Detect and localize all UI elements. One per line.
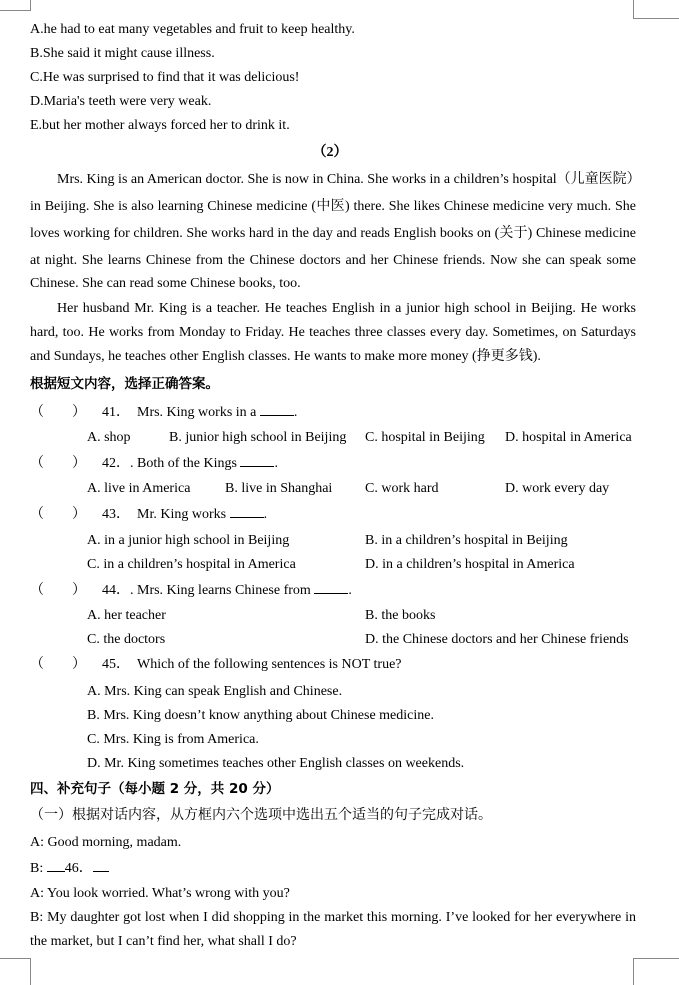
choice-45-c[interactable]: C. Mrs. King is from America. (87, 732, 259, 747)
dialog-line-46: B: 46． (30, 859, 109, 878)
choice-44-b[interactable]: B. the books (365, 608, 436, 623)
question-43: （ ） 43． Mr. King works . (30, 507, 268, 522)
choice-43-b[interactable]: B. in a children’s hospital in Beijing (365, 533, 568, 548)
dialog-line: A: You look worried. What’s wrong with you? (30, 886, 290, 901)
passage-p2-line: and Sundays, he teaches other English classes. He wants to make more money (挣更多钱). (30, 349, 541, 364)
answer-blank (314, 581, 348, 594)
passage-p2-line: hard, too. He works from Monday to Friday. He teaches three classes every day. Sometimes, on Saturdays (30, 325, 636, 340)
passage-p1-line: Chinese. She can read some Chinese books, too. (30, 276, 301, 291)
question-42: （ ） 42．. Both of the Kings . (30, 456, 278, 471)
crop-mark-bottom-left (0, 958, 31, 985)
passage-p1-line: at night. She learns Chinese from the Chinese doctors and her Chinese friends. Now she can speak some (30, 253, 636, 268)
answer-parens[interactable]: （ ） (30, 405, 86, 420)
crop-mark-bottom-right (633, 958, 679, 985)
choice-44-d[interactable]: D. the Chinese doctors and her Chinese friends (365, 632, 629, 647)
question-44: （ ） 44．. Mrs. King learns Chinese from . (30, 583, 352, 598)
choice-41-b[interactable]: B. junior high school in Beijing (169, 430, 347, 445)
reading-instruction: 根据短文内容，选择正确答案。 (30, 376, 219, 392)
choice-45-b[interactable]: B. Mrs. King doesn’t know anything about Chinese medicine. (87, 708, 434, 723)
prev-option-e: E.but her mother always forced her to drink it. (30, 118, 290, 133)
choice-42-d[interactable]: D. work every day (505, 481, 610, 496)
dialog-line: B: My daughter got lost when I did shopping in the market this morning. I’ve looked for her everywhere in (30, 910, 636, 925)
passage-label: （2） (312, 145, 348, 160)
choice-44-a[interactable]: A. her teacher (87, 608, 166, 623)
question-45: （ ） 45． Which of the following sentences is NOT true? (30, 657, 402, 672)
answer-blank (260, 403, 294, 416)
answer-blank[interactable] (93, 859, 109, 872)
answer-blank[interactable] (47, 859, 65, 872)
prev-option-d: D.Maria's teeth were very weak. (30, 94, 212, 109)
passage-p1-line: loves working for children. She works hard in the day and reads English books on (关于) Chinese medicine (30, 226, 636, 241)
prev-option-c: C.He was surprised to find that it was delicious! (30, 70, 300, 85)
choice-41-c[interactable]: C. hospital in Beijing (365, 430, 485, 445)
answer-blank (240, 454, 274, 467)
answer-parens[interactable]: （ ） (30, 456, 86, 471)
crop-mark-top-right (633, 0, 679, 19)
passage-p2-line: Her husband Mr. King is a teacher. He teaches English in a junior high school in Beijing. He works (57, 301, 636, 316)
dialog-line: A: Good morning, madam. (30, 835, 182, 850)
choice-42-b[interactable]: B. live in Shanghai (225, 481, 333, 496)
choice-41-a[interactable]: A. shop (87, 430, 131, 445)
passage-p1-line: Mrs. King is an American doctor. She is now in China. She works in a children’s hospital（儿童医院） (57, 172, 641, 187)
answer-blank (230, 505, 264, 518)
choice-43-a[interactable]: A. in a junior high school in Beijing (87, 533, 290, 548)
choice-45-d[interactable]: D. Mr. King sometimes teaches other English classes on weekends. (87, 756, 465, 771)
question-41: （ ） 41． Mrs. King works in a . (30, 405, 298, 420)
section-4-title: 四、补充句子（每小题 2 分，共 20 分） (30, 781, 280, 797)
crop-mark-top-left (0, 0, 31, 11)
answer-parens[interactable]: （ ） (30, 657, 86, 672)
prev-option-b: B.She said it might cause illness. (30, 46, 215, 61)
answer-parens[interactable]: （ ） (30, 583, 86, 598)
choice-42-a[interactable]: A. live in America (87, 481, 191, 496)
answer-parens[interactable]: （ ） (30, 507, 86, 522)
choice-44-c[interactable]: C. the doctors (87, 632, 166, 647)
section-4-subinstruction: （一）根据对话内容，从方框内六个选项中选出五个适当的句子完成对话。 (30, 808, 492, 823)
choice-43-d[interactable]: D. in a children’s hospital in America (365, 557, 575, 572)
choice-41-d[interactable]: D. hospital in America (505, 430, 632, 445)
prev-option-a: A.he had to eat many vegetables and fruit to keep healthy. (30, 22, 355, 37)
choice-43-c[interactable]: C. in a children’s hospital in America (87, 557, 296, 572)
dialog-line: the market, but I can’t find her, what shall I do? (30, 934, 297, 949)
passage-p1-line: in Beijing. She is also learning Chinese medicine (中医) there. She likes Chinese medicine very much. She (30, 199, 636, 214)
choice-45-a[interactable]: A. Mrs. King can speak English and Chinese. (87, 684, 343, 699)
choice-42-c[interactable]: C. work hard (365, 481, 439, 496)
blank-number-46: 46． (64, 861, 93, 876)
